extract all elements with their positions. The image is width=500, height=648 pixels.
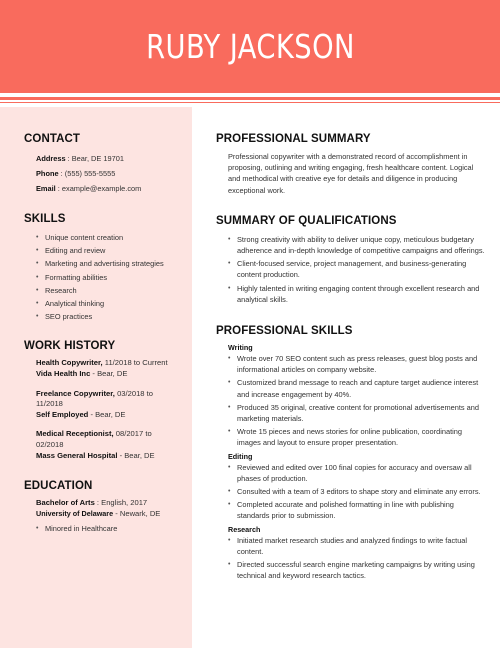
education-title: EDUCATION	[24, 480, 93, 493]
job-entry: Freelance Copywriter, 03/2018 to 11/2018 Self Employed - Bear, DE	[36, 388, 153, 419]
sidebar	[0, 107, 192, 648]
professional-skills-title: PROFESSIONAL SKILLS	[216, 325, 353, 338]
skill-group-research	[216, 524, 486, 582]
education-entry: Bachelor of Arts : English, 2017 University of Delaware - Newark, DE	[36, 498, 161, 518]
job-entry: Medical Receptionist, 08/2017 to 02/2018 Mass General Hospital - Bear, DE	[36, 429, 155, 460]
list-item: • Strong creativity with ability to deliver unique copy, meticulous budgetary adherence and in-depth knowledge of competitive campaigns and offerings.	[228, 234, 486, 256]
skill-group-title: Editing	[228, 451, 253, 461]
qualifications-title: SUMMARY OF QUALIFICATIONS	[216, 214, 397, 227]
education-section	[24, 480, 178, 534]
header-rule-thick	[0, 97, 500, 100]
job-entry: Health Copywriter, 11/2018 to Current Vida Health Inc - Bear, DE	[36, 358, 168, 379]
header-rule-thin	[0, 102, 500, 103]
contact-title: CONTACT	[24, 133, 81, 145]
skill-group-title: Writing	[228, 343, 253, 353]
skill-group-editing	[216, 451, 486, 522]
work-history-title: WORK HISTORY	[24, 340, 116, 353]
qualifications-list	[216, 234, 486, 305]
list-item: • Wrote 15 pieces and news stories for online publication, coordinating images and layout to ensure proper presentation.	[228, 426, 486, 448]
list-item: • Research	[36, 285, 178, 296]
skills-title: SKILLS	[24, 213, 66, 225]
list-item: • Highly talented in writing engaging content through excellent research and analytical skills.	[228, 283, 486, 305]
list-item: • Client-focused service, project management, and business-generating content production.	[228, 258, 486, 280]
professional-skills-section	[216, 325, 486, 581]
resume-header	[0, 0, 500, 93]
list-item: • Customized brand message to reach and capture target audience interest and increase engagement by 40%.	[228, 377, 486, 399]
education-notes	[24, 523, 178, 534]
list-item: • Marketing and advertising strategies	[36, 258, 178, 269]
contact-section	[24, 133, 178, 196]
contact-address: Address : Bear, DE 19701	[36, 154, 124, 163]
skill-group-title: Research	[228, 524, 261, 534]
summary-text: Professional copywriter with a demonstrated record of accomplishment in proposing, outlining and writing engaging, fresh healthcare content. Logical and methodical with creative eye for details and diligence in producing exceptional work.	[228, 152, 474, 195]
contact-phone: Phone : (555) 555-5555	[36, 169, 116, 178]
list-item: • Produced 35 original, creative content for promotional advertisements and marketing materials.	[228, 402, 486, 424]
contact-email: Email : example@example.com	[36, 184, 142, 193]
list-item: • Analytical thinking	[36, 298, 178, 309]
list-item: • Consulted with a team of 3 editors to shape story and eliminate any errors.	[228, 486, 486, 497]
list-item: • Initiated market research studies and analyzed findings to write factual content.	[228, 535, 486, 557]
list-item: • Formatting abilities	[36, 272, 178, 283]
main-content	[192, 107, 500, 648]
candidate-name: RUBY JACKSON	[145, 27, 355, 66]
list-item: • Unique content creation	[36, 232, 178, 243]
list-item: • Editing and review	[36, 245, 178, 256]
summary-section	[216, 133, 486, 196]
list-item: • Minored in Healthcare	[36, 523, 178, 534]
skills-list	[24, 232, 178, 322]
list-item: • Directed successful search engine marketing campaigns by writing using technical and keyword research tactics.	[228, 559, 486, 581]
list-item: • Completed accurate and polished formatting in line with publishing standards prior to submission.	[228, 499, 486, 521]
work-history-section	[24, 340, 178, 461]
summary-title: PROFESSIONAL SUMMARY	[216, 133, 371, 145]
skill-group-writing	[216, 342, 486, 449]
qualifications-section	[216, 215, 486, 305]
list-item: • Reviewed and edited over 100 final copies for accuracy and oversaw all phases of production.	[228, 462, 486, 484]
list-item: • SEO practices	[36, 311, 178, 322]
skills-section	[24, 213, 178, 322]
list-item: • Wrote over 70 SEO content such as press releases, guest blog posts and informational articles on company website.	[228, 353, 486, 375]
